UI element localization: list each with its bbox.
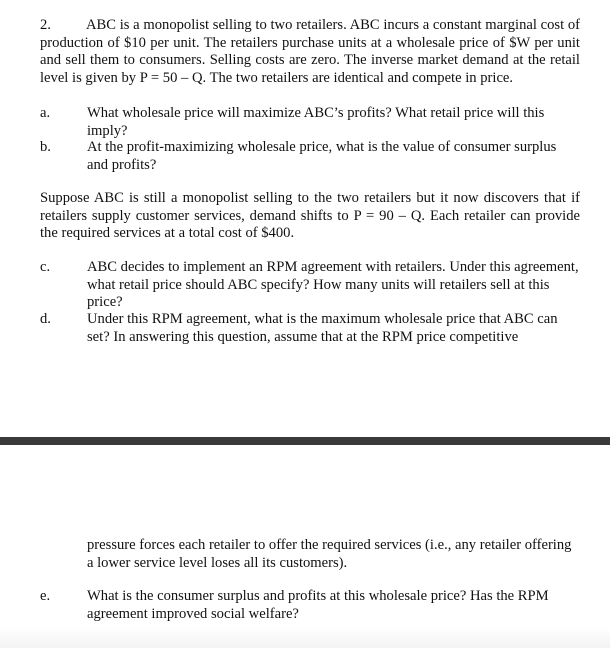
part-text: ABC decides to implement an RPM agreement with retailers. Under this agreement, what retail price should ABC specify? How many units will retailers sell at this price? xyxy=(87,259,579,310)
part-text: Under this RPM agreement, what is the maximum wholesale price that ABC can set? In answering this question, assume that at the RPM price competitive xyxy=(87,311,558,345)
part-letter: d. xyxy=(40,311,51,327)
scenario-paragraph: Suppose ABC is still a monopolist selling to the two retailers but it now discovers that if retailers supply customer services, demand shifts to P = 90 – Q. Each retailer can provide the required services at a total cost of $400. xyxy=(40,190,580,241)
continuation-item xyxy=(40,537,580,573)
part-text: At the profit-maximizing wholesale price, what is the value of consumer surplus and profits? xyxy=(87,139,557,173)
part-text: What wholesale price will maximize ABC’s profits? What retail price will this imply? xyxy=(87,105,545,139)
bottom-fade xyxy=(0,628,610,648)
part-letter: e. xyxy=(40,588,51,604)
list-item xyxy=(40,259,580,313)
continuation-text: pressure forces each retailer to offer the required services (i.e., any retailer offering a lower service level loses all its customers). xyxy=(87,537,572,571)
part-letter: b. xyxy=(40,139,51,155)
list-item xyxy=(40,311,580,347)
page-divider xyxy=(0,437,610,445)
question-number: 2. xyxy=(40,17,51,33)
part-text: What is the consumer surplus and profits at this wholesale price? Has the RPM agreement improved social welfare? xyxy=(87,588,549,622)
question-intro xyxy=(40,17,580,87)
page-bottom xyxy=(0,445,610,648)
part-letter: c. xyxy=(40,259,51,275)
list-item xyxy=(40,588,580,624)
question-intro-text: ABC is a monopolist selling to two retailers. ABC incurs a constant marginal cost of production of $10 per unit. The retailers purchase units at a wholesale price of $W per unit and sell them to consumers. Selling costs are zero. The inverse market demand at the retail level is given by P = 50 – Q. The two retailers are identical and compete in price. xyxy=(40,17,580,86)
list-item xyxy=(40,139,580,175)
part-letter: a. xyxy=(40,105,51,121)
list-item xyxy=(40,105,580,141)
